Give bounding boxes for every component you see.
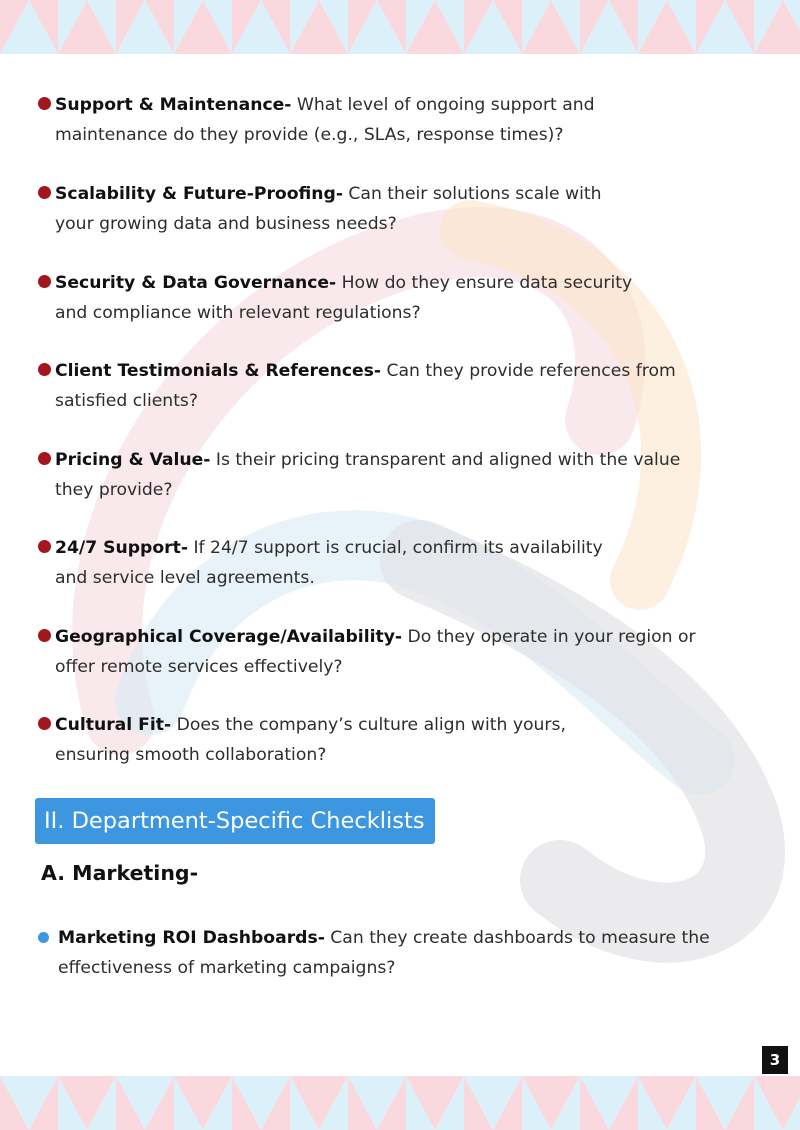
- bullet-icon: [38, 97, 51, 110]
- bullet-icon: [38, 363, 51, 376]
- criteria-desc: Can their solutions scale with: [342, 184, 602, 204]
- criteria-item: [38, 269, 758, 328]
- criteria-item: [38, 180, 758, 239]
- criteria-term: Client Testimonials & References-: [55, 361, 382, 381]
- marketing-item: [38, 924, 758, 983]
- criteria-desc-line2: your growing data and business needs?: [55, 213, 397, 234]
- criteria-term: Cultural Fit-: [55, 715, 172, 735]
- criteria-item: [38, 91, 758, 150]
- criteria-term: 24/7 Support-: [55, 538, 188, 558]
- bullet-icon: [38, 629, 51, 642]
- bullet-icon: [38, 717, 51, 730]
- criteria-term: Geographical Coverage/Availability-: [55, 627, 403, 647]
- sub-heading: A. Marketing-: [41, 861, 199, 885]
- criteria-item: [38, 711, 758, 770]
- bullet-icon: [38, 452, 51, 465]
- marketing-desc: Can they create dashboards to measure the: [324, 928, 710, 948]
- criteria-term: Pricing & Value-: [55, 450, 211, 470]
- criteria-term: Security & Data Governance-: [55, 273, 337, 293]
- criteria-desc-line2: satisfied clients?: [55, 390, 199, 411]
- criteria-desc: Does the company’s culture align with yours,: [171, 715, 566, 735]
- criteria-desc: If 24/7 support is crucial, confirm its availability: [188, 538, 603, 558]
- section-heading: II. Department-Specific Checklists: [35, 798, 435, 844]
- criteria-term: Scalability & Future-Proofing-: [55, 184, 343, 204]
- criteria-desc: Is their pricing transparent and aligned with the value: [210, 450, 681, 470]
- criteria-desc-line2: they provide?: [55, 479, 173, 500]
- marketing-term: Marketing ROI Dashboards-: [58, 928, 325, 948]
- criteria-desc-line2: ensuring smooth collaboration?: [55, 744, 327, 765]
- criteria-desc: What level of ongoing support and: [291, 95, 595, 115]
- marketing-desc-line2: effectiveness of marketing campaigns?: [58, 957, 396, 978]
- criteria-item: [38, 623, 758, 682]
- criteria-item: [38, 446, 758, 505]
- criteria-desc-line2: maintenance do they provide (e.g., SLAs, response times)?: [55, 124, 564, 145]
- criteria-desc-line2: and compliance with relevant regulations?: [55, 302, 421, 323]
- page-number: 3: [762, 1046, 788, 1074]
- criteria-desc: Can they provide references from: [381, 361, 676, 381]
- bullet-icon: [38, 540, 51, 553]
- bullet-icon: [38, 275, 51, 288]
- criteria-item: [38, 534, 758, 593]
- criteria-desc-line2: offer remote services effectively?: [55, 656, 343, 677]
- criteria-item: [38, 357, 758, 416]
- criteria-desc: How do they ensure data security: [336, 273, 633, 293]
- criteria-desc: Do they operate in your region or: [402, 627, 696, 647]
- bullet-icon: [38, 186, 51, 199]
- criteria-desc-line2: and service level agreements.: [55, 567, 315, 588]
- criteria-term: Support & Maintenance-: [55, 95, 292, 115]
- bullet-icon: [38, 932, 49, 943]
